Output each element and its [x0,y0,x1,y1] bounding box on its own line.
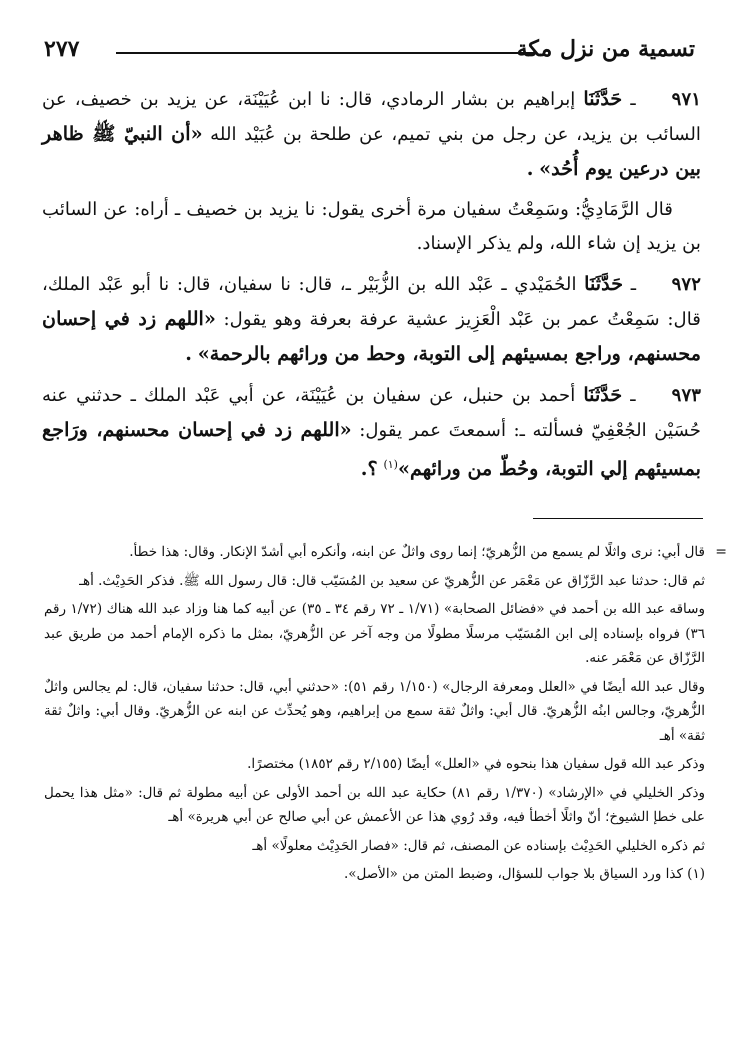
footnote-text: (١) كذا ورد السياق بلا جواب للسؤال، وضبط المتن من «الأصل». [343,866,705,882]
hadith-number: ٩٧٢ [671,274,701,295]
footnote-text: ثم ذكره الخليلي الحَدِيْث بإسناده عن المصنف، ثم قال: «فصار الحَدِيْث معلولًا» أهـ [252,837,705,854]
continuation-mark: = [715,544,727,560]
isnad-text: إبراهيم بن بشار الرمادي، قال: نا ابن عُيَيْنَة، عن يزيد بن خصيف، عن السائب بن يزيد، عن رجل من بني تميم، عن طلحة بن عُبَيْد الله [42,89,701,145]
hadith-dash: ـ [630,89,636,110]
haddathana: حَدَّثَنَا [583,383,623,406]
footnote-para [44,834,705,859]
page-header [44,30,695,70]
footnote-text: قال أبي: نرى واثلًا لم يسمع من الزُّهريّ؛ إنما روى واثلٌ عن ابنه، وأنكره أبي أشدّ الإنكار. وقال: هذا خطأ. [129,544,705,560]
footnote-para [44,781,705,830]
running-title: تسمية من نزل مكة [516,36,695,62]
footnote-marker[interactable]: (١) [383,458,398,471]
hadith-dash: ـ [630,274,637,295]
comment-text: قال الرَّمَادِيُّ: وسَمِعْتُ سفيان مرة أخرى يقول: نا يزيد بن خصيف ـ أراه: عن السائب بن يزيد إن شاء الله، ولم يذكر الإسناد. [42,199,701,254]
footnote-text: ثم قال: حدثنا عبد الرَّزّاق عن مَعْمَر عن الزُّهريّ عن سعيد بن المُسَيّب قال: قال رسول الله ﷺ. فذكر الحَدِيْث. أهـ [79,572,705,589]
footnote-text: وذكر عبد الله قول سفيان هذا بنحوه في «العلل» أيضًا (٢/١٥٥ رقم ١٨٥٢) مختصرًا. [247,756,705,772]
end-mark: . [526,157,534,180]
ramadi-comment [42,193,701,261]
hadith-971 [42,82,701,187]
matn-text: «اللهم زد في إحسان محسنهم، وراجع بمسيئهم إلى التوبة، وحط من ورائهم بالرحمة» [42,307,701,365]
footnote-text: وقال عبد الله أيضًا في «العلل ومعرفة الرجال» (١/١٥٠ رقم ٥١): «حدثني أبي، قال: حدثنا سفيان، قال: لم يجالس واثلٌ الزُّهريّ، وجالس ابنُه الزُّهريّ. قال أبي: واثلٌ ثقة سمع من إبراهيم، وهو يُحدِّث عن ابنه عن الزُّهريّ. وقال أبي: واثلٌ ثقة ثقة» أهـ [44,678,705,744]
end-mark: . [185,342,192,365]
footnotes [44,540,727,887]
hadith-dash: ـ [630,385,636,406]
isnad-text: أحمد بن حنبل، عن سفيان بن عُيَيْنَة، عن أبي عَبْد الملك ـ حدثني عنه حُسَيْن الجُعْفِيّ فسألته ـ: أسمعتَ عمر يقول: [42,385,701,441]
isnad-text: الحُمَيْدي ـ عَبْد الله بن الزُّبَيْر ـ، قال: نا سفيان، قال: نا أبو عَبْد الملك، قال: سَمِعْتُ عمر بن عَبْد الْعَزِيز عشية عرفة بعرفة وهو يقول: [42,274,701,330]
footnote-para [44,597,705,671]
haddathana: حَدَّثَنَا [583,87,623,110]
header-rule [116,52,537,54]
footnote-text: وساقه عبد الله بن أحمد في «فضائل الصحابة» (١/٧١ ـ ٧٢ رقم ٣٤ ـ ٣٥) عن أبيه كما هنا وزاد عبد الله هناك (١/٧٢ رقم ٣٦) فرواه بإسناده إلى ابن المُسَيّب مرسلًا مطولًا من وجه آخر عن الزُّهريّ، بمثل ما ذكره الإمام أحمد من طريق عبد الرَّزّاق عن مَعْمَر عنه. [44,601,705,666]
hadith-number: ٩٧١ [671,89,701,110]
haddathana: حَدَّثَنَا [584,272,624,295]
footnote-separator [533,518,703,519]
footnote-para [44,569,705,594]
footnote-para [44,752,705,777]
matn-text: «اللهم زد في إحسان محسنهم، ورَاجع بمسيئهم إلي التوبة، وحُطّ من ورائهم» [42,418,701,481]
main-text [42,82,701,487]
end-mark: ؟. [360,457,378,481]
hadith-number: ٩٧٣ [671,385,701,406]
footnote-continuation [44,540,727,565]
matn-text: «أن النبيّ ﷺ ظاهر بين درعين يوم أُحُد» [42,122,701,180]
page-number: ٢٧٧ [44,36,80,62]
footnote-1 [44,862,705,887]
footnote-para [44,675,705,749]
footnote-text: وذكر الخليلي في «الإرشاد» (١/٣٧٠ رقم ٨١) حكاية عبد الله بن أحمد الأولى عن أبيه مطولة ثم قال: «مثل هذا يحمل على خطإ الشيوخ؛ أنّ واثلًا أخطأ فيه، وقد رُوي هذا عن الأعمش عن أبي صالح عن أبي هريرة» أهـ [44,784,706,825]
hadith-972 [42,267,701,372]
hadith-973 [42,378,701,487]
